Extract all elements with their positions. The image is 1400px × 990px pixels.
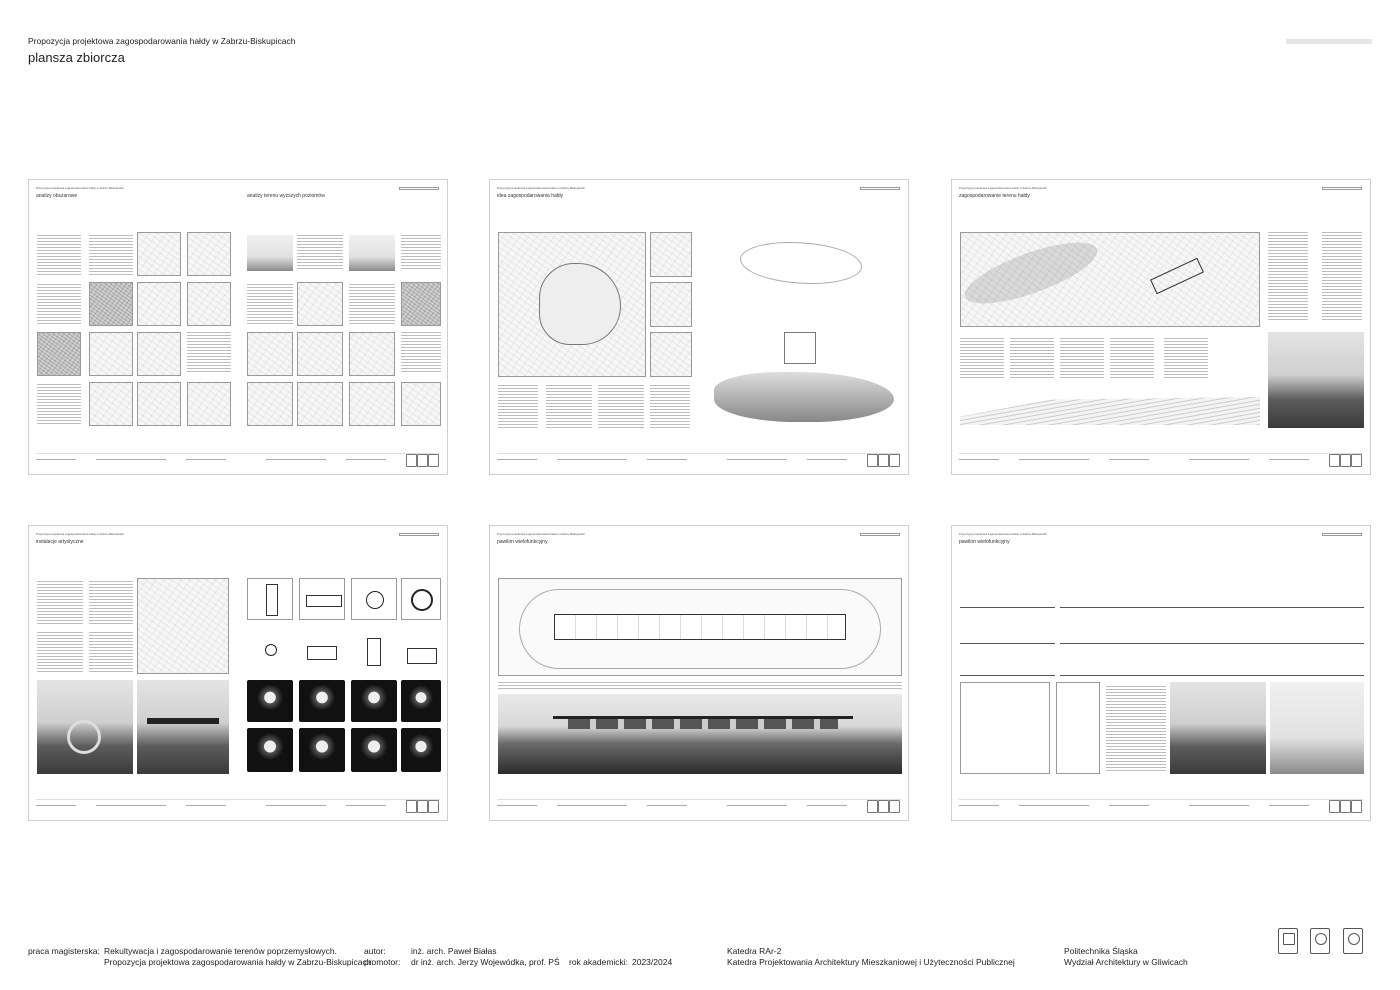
map-panel [349, 332, 395, 376]
sheet-1[interactable] [28, 179, 448, 475]
page-subtitle: Propozycja projektowa zagospodarowania hałdy w Zabrzu-Biskupicach [28, 36, 296, 46]
department-name: Katedra Projektowania Architektury Mieszkaniowej i Użyteczności Publicznej [727, 957, 1015, 967]
text-block [1010, 338, 1054, 378]
map-panel [37, 332, 81, 376]
sheet-title: instalacje artystyczne [36, 539, 84, 545]
sheet-logo-icon [1340, 454, 1351, 467]
sheet-subtitle: Propozycja projektowa zagospodarowania hałdy w Zabrzu-Biskupicach [959, 532, 1047, 536]
sheet-logo-icon [1329, 454, 1340, 467]
map-panel [187, 382, 231, 426]
text-block [401, 235, 441, 271]
text-block [37, 632, 83, 674]
author-name: inż. arch. Paweł Białas [411, 946, 497, 956]
plan-drawing [401, 578, 441, 620]
sheet-progress [1322, 533, 1362, 536]
sheet-logo-icon [428, 800, 439, 813]
plan-drawing [299, 578, 345, 620]
tube-render [401, 728, 441, 772]
sheet-footer [36, 799, 440, 814]
elevation-drawing [960, 578, 1055, 608]
sheet-logo-icon [889, 454, 900, 467]
elevation-drawing [299, 626, 345, 668]
legend [650, 385, 690, 430]
text-block [37, 384, 81, 424]
tube-render [351, 728, 397, 772]
text-block [349, 284, 395, 324]
sheet-progress [860, 533, 900, 536]
map-panel [297, 382, 343, 426]
text-block [187, 332, 231, 372]
sheet-logo-icon [878, 800, 889, 813]
map-panel [187, 232, 231, 276]
sheet-logo-icon [417, 454, 428, 467]
sheet-title: pawilon wielofunkcyjny [959, 539, 1010, 545]
photo-panel [349, 235, 395, 271]
thesis-title-line2: Propozycja projektowa zagospodarowania hałdy w Zabrzu-Biskupicach. [104, 957, 374, 967]
sheet-6[interactable] [951, 525, 1371, 821]
sheet-logo-icon [406, 800, 417, 813]
sheet-progress [399, 533, 439, 536]
sheet-subtitle: Propozycja projektowa zagospodarowania hałdy w Zabrzu-Biskupicach [36, 186, 124, 190]
text-block [960, 338, 1004, 378]
map-panel [89, 382, 133, 426]
tube-render [247, 728, 293, 772]
department-code: Katedra RAr-2 [727, 946, 782, 956]
sheet-logo-icon [1351, 800, 1362, 813]
elevation-drawing [351, 626, 397, 668]
sheet-footer [497, 453, 901, 468]
tube-render [351, 680, 397, 722]
sheet-logo-icon [878, 454, 889, 467]
render-photo [1170, 682, 1266, 774]
elevation-drawing [960, 614, 1055, 644]
thesis-label: praca magisterska: [28, 946, 100, 956]
map-panel [247, 382, 293, 426]
elevation-drawing [1060, 578, 1364, 608]
map-panel [89, 332, 133, 376]
sheet-logo-icon [867, 800, 878, 813]
text-block [37, 235, 81, 275]
author-label: autor: [364, 946, 386, 956]
sheet-logo-icon [889, 800, 900, 813]
sheet-logo-icon [1351, 454, 1362, 467]
elevation-drawing [247, 626, 293, 668]
detail-section [960, 682, 1050, 774]
map-panel [89, 282, 133, 326]
site-plan [137, 578, 229, 674]
sheet-subtitle: Propozycja projektowa zagospodarowania hałdy w Zabrzu-Biskupicach [959, 186, 1047, 190]
sheet-footer [497, 799, 901, 814]
text-block [37, 581, 83, 626]
text-block [598, 385, 644, 430]
text-block [37, 284, 81, 324]
sheet-logo-icon [1340, 800, 1351, 813]
sheet-subtitle: Propozycja projektowa zagospodarowania hałdy w Zabrzu-Biskupicach [497, 532, 585, 536]
text-block [89, 581, 133, 626]
sheet-logo-icon [406, 454, 417, 467]
render-photo [1270, 682, 1364, 774]
promotor-name: dr inż. arch. Jerzy Wojewódka, prof. PŚ [411, 957, 560, 967]
elevation-drawing [1060, 614, 1364, 644]
map-panel [650, 232, 692, 277]
aerial-photo [1268, 332, 1364, 428]
header-bar [1286, 39, 1372, 44]
map-panel [137, 232, 181, 276]
tube-render [247, 680, 293, 722]
faculty-name: Wydział Architektury w Gliwicach [1064, 957, 1188, 967]
map-panel [137, 282, 181, 326]
map-panel [349, 382, 395, 426]
sheet-footer [959, 453, 1363, 468]
map-panel [650, 332, 692, 377]
tube-render [299, 680, 345, 722]
sheet-logo-icon [867, 454, 878, 467]
floor-plan [498, 578, 902, 676]
site-plan [960, 232, 1260, 327]
page-title: plansza zbiorcza [28, 50, 125, 65]
map-panel [401, 382, 441, 426]
sheet-2[interactable] [489, 179, 909, 475]
elevation-drawing [960, 648, 1055, 676]
map-panel [297, 332, 343, 376]
sheet-4[interactable] [28, 525, 448, 821]
sheet-logo-icon [417, 800, 428, 813]
text-block [247, 284, 293, 324]
text-block [1060, 338, 1104, 378]
render-photo [137, 680, 229, 774]
photo-panel [247, 235, 293, 271]
map-panel [401, 282, 441, 326]
exploded-axonometry [704, 232, 902, 432]
university-seal-icon [1310, 928, 1330, 954]
detail-section [1056, 682, 1100, 774]
render-photo [498, 694, 902, 774]
faculty-seal-icon [1343, 928, 1363, 954]
sheet-3[interactable] [951, 179, 1371, 475]
sheet-progress [399, 187, 439, 190]
thesis-title-line1: Rekultywacja i zagospodarowanie terenów poprzemysłowych. [104, 946, 337, 956]
plan-drawing [247, 578, 293, 620]
map-panel [187, 282, 231, 326]
map-panel [297, 282, 343, 326]
text-block [401, 332, 441, 372]
academic-year: 2023/2024 [632, 957, 673, 967]
sheet-secondary-title: analizy terenu wyższych poziomów [247, 193, 325, 199]
elevation-drawing [1060, 648, 1364, 676]
department-logo-icon [1278, 928, 1298, 954]
sheet-title: idea zagospodarowania hałdy [497, 193, 564, 199]
legend [1268, 232, 1308, 322]
sheet-progress [1322, 187, 1362, 190]
render-photo [37, 680, 133, 774]
sheet-5[interactable] [489, 525, 909, 821]
plan-drawing [351, 578, 397, 620]
elevation-drawing [401, 626, 441, 668]
map-panel [137, 332, 181, 376]
text-block [1106, 686, 1166, 771]
legend [1322, 232, 1362, 322]
text-block [1110, 338, 1154, 378]
sheet-subtitle: Propozycja projektowa zagospodarowania hałdy w Zabrzu-Biskupicach [36, 532, 124, 536]
sheet-footer [36, 453, 440, 468]
text-block [297, 235, 343, 271]
tube-render [401, 680, 441, 722]
text-block [1164, 338, 1208, 378]
text-block [89, 235, 133, 275]
section-drawing [960, 380, 1260, 425]
map-panel [247, 332, 293, 376]
sheet-footer [959, 799, 1363, 814]
sheet-progress [860, 187, 900, 190]
sheet-logo-icon [428, 454, 439, 467]
logos [1278, 928, 1363, 968]
sheet-subtitle: Propozycja projektowa zagospodarowania hałdy w Zabrzu-Biskupicach [497, 186, 585, 190]
university-name: Politechnika Śląska [1064, 946, 1138, 956]
sheet-title: analizy obszarowe [36, 193, 78, 199]
map-panel [137, 382, 181, 426]
promotor-label: promotor: [364, 957, 401, 967]
sheet-logo-icon [1329, 800, 1340, 813]
legend [498, 682, 902, 690]
sheet-title: pawilon wielofunkcyjny [497, 539, 548, 545]
text-block [89, 632, 133, 674]
map-panel [650, 282, 692, 327]
text-block [498, 385, 538, 430]
year-label: rok akademicki: [569, 957, 629, 967]
site-plan [498, 232, 646, 377]
sheet-title: zagospodarowanie terenu hałdy [959, 193, 1030, 199]
text-block [546, 385, 592, 430]
tube-render [299, 728, 345, 772]
